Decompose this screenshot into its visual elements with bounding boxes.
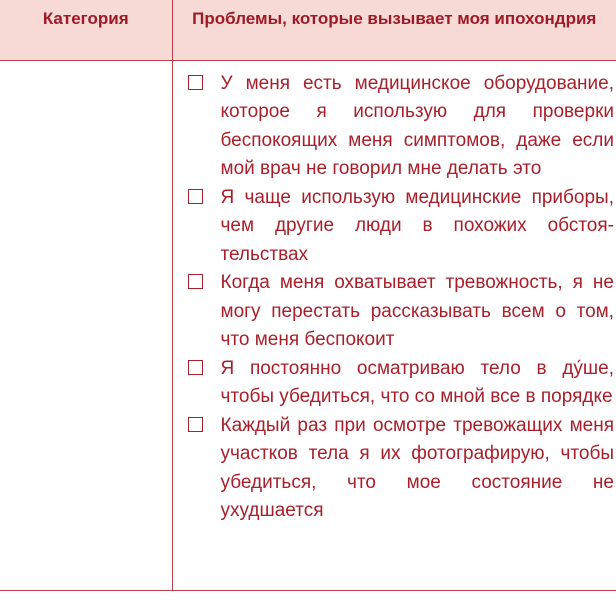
problems-cell [172, 60, 616, 590]
checkbox[interactable] [188, 75, 203, 90]
checkbox[interactable] [188, 417, 203, 432]
checkbox[interactable] [188, 360, 203, 375]
checklist-item [173, 355, 616, 412]
checkbox[interactable] [188, 274, 203, 289]
header-row [0, 0, 616, 60]
checkbox[interactable] [188, 189, 203, 204]
checklist-item [173, 412, 616, 526]
checklist-item [173, 184, 616, 270]
category-cell [0, 60, 172, 590]
table-body [0, 60, 616, 590]
problem-checklist [173, 61, 616, 526]
checklist-item [173, 269, 616, 355]
checklist-item-text: Я постоянно осматриваю тело в ду́ше, чтобы убедиться, что со мной все в порядке [220, 357, 614, 407]
header-problems: Проблемы, которые вызывает моя ипохондрия [172, 0, 616, 60]
header-category: Категория [0, 0, 172, 60]
checklist-item [173, 70, 616, 184]
table-header [0, 0, 616, 60]
checklist-item-text: Каждый раз при осмотре тревожащих меня участков тела я их фотографирую, чтобы убедиться, что мое состояние не ухудшается [220, 414, 614, 521]
checklist-item-text: Когда меня охватывает тревожность, я не могу перестать рассказывать всем о том, что меня беспокоит [220, 272, 614, 350]
checklist-item-text: Я чаще использую медицинские приборы, чем другие люди в похожих обстоятельствах [220, 186, 614, 265]
table-row [0, 60, 616, 590]
checklist-item-text: У меня есть медицинское оборудование, которое я использую для проверки беспокоящих меня симптомов, даже если мой врач не говорил мне делать это [220, 72, 614, 179]
